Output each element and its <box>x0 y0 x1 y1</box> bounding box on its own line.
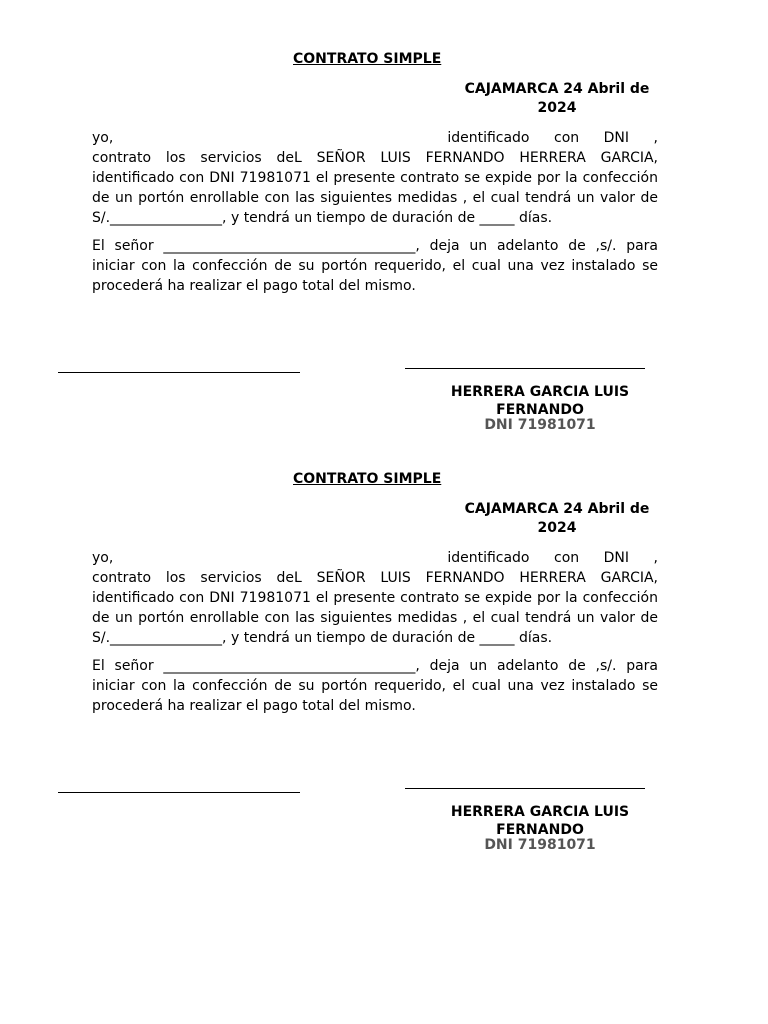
paragraph-1-rest: contrato los servicios deL SEÑOR LUIS FERNANDO HERRERA GARCIA, identificado con DNI 71981071 el presente contrato se expide por la confección de un portón enrollable con las siguientes medidas , el cual tendrá un valor de S/.________________, y tendrá un tiempo de duración de _____ días. <box>92 570 658 646</box>
paragraph-2: El señor ____________________________________, deja un adelanto de ,s/. para iniciar con la confección de su portón requerido, el cual una vez instalado se procederá ha realizar el pago total del mismo. <box>92 238 658 294</box>
signature-line-provider <box>405 368 645 369</box>
paragraph-1-id: identificado con DNI , <box>447 550 658 566</box>
signature-line-provider <box>405 788 645 789</box>
contract-body <box>92 548 658 716</box>
place-date: CAJAMARCA 24 Abril de 2024 <box>464 501 650 536</box>
signer-name: HERRERA GARCIA LUIS FERNANDO <box>450 804 630 838</box>
paragraph-1-id: identificado con DNI , <box>447 130 658 146</box>
contract-body <box>92 128 658 296</box>
paragraph-1-start: yo, <box>92 130 114 146</box>
contract-copy-1 <box>0 0 768 433</box>
paragraph-1-rest: contrato los servicios deL SEÑOR LUIS FERNANDO HERRERA GARCIA, identificado con DNI 71981071 el presente contrato se expide por la confección de un portón enrollable con las siguientes medidas , el cual tendrá un valor de S/.________________, y tendrá un tiempo de duración de _____ días. <box>92 150 658 226</box>
place-date: CAJAMARCA 24 Abril de 2024 <box>464 81 650 116</box>
signer-name: HERRERA GARCIA LUIS FERNANDO <box>450 384 630 418</box>
contract-title: CONTRATO SIMPLE <box>293 471 442 487</box>
signer-dni: DNI 71981071 <box>484 837 596 853</box>
paragraph-1 <box>92 548 658 648</box>
paragraph-1-start: yo, <box>92 550 114 566</box>
signature-line-client <box>58 372 300 373</box>
contract-copy-2 <box>0 420 768 853</box>
paragraph-2: El señor ____________________________________, deja un adelanto de ,s/. para iniciar con la confección de su portón requerido, el cual una vez instalado se procederá ha realizar el pago total del mismo. <box>92 658 658 714</box>
contract-title: CONTRATO SIMPLE <box>293 51 442 67</box>
signer-dni: DNI 71981071 <box>484 417 596 433</box>
signature-line-client <box>58 792 300 793</box>
paragraph-1 <box>92 128 658 228</box>
signer-dni-clipped <box>430 837 650 853</box>
